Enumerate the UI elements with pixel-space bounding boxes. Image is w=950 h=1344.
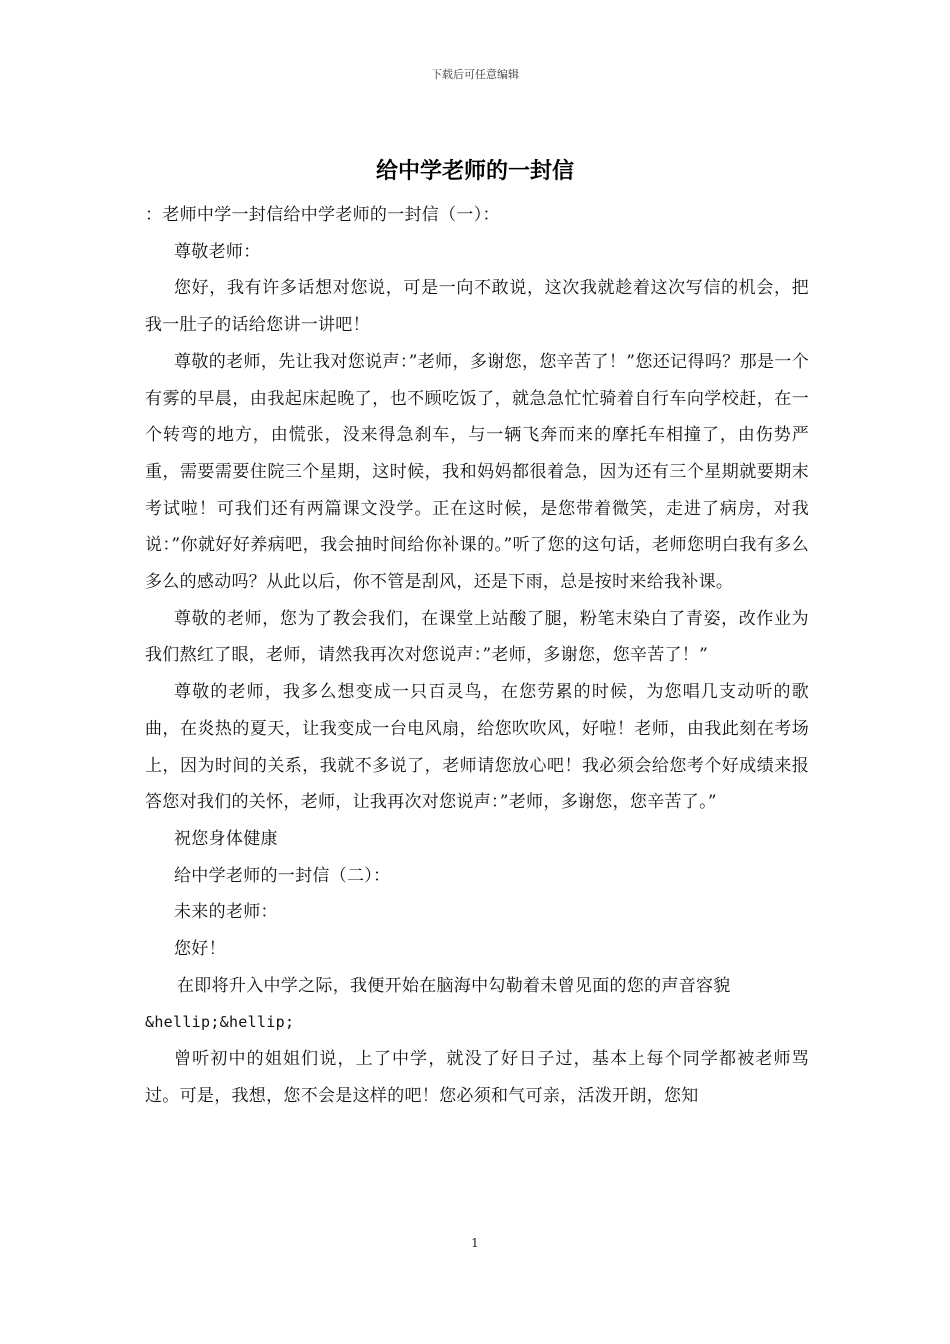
paragraph-intro: ：老师中学一封信给中学老师的一封信（一）：: [145, 205, 500, 225]
document-title: 给中学老师的一封信: [375, 158, 574, 184]
paragraph: 在即将升入中学之际，我便开始在脑海中勾勒着未曾见面的您的声音容貌: [177, 975, 731, 996]
paragraph-salutation: 尊敬老师：: [174, 241, 261, 262]
section-heading: 给中学老师的一封信（二）：: [174, 865, 391, 886]
paragraph: 尊敬的老师，您为了教会我们，在课堂上站酸了腿，粉笔末染白了青姿，改作业为我们熬红了眼，老师，请然我再次对您说声：”老师，多谢您，您辛苦了！”: [145, 608, 809, 666]
paragraph: 您好，我有许多话想对您说，可是一向不敢说，这次我就趁着这次写信的机会，把我一肚子的话给您讲一讲吧！: [145, 278, 809, 336]
document-body: [145, 197, 809, 1115]
paragraph-greeting: 您好！: [174, 939, 226, 960]
paragraph: 尊敬的老师，先让我对您说声：”老师，多谢您，您辛苦了！”您还记得吗？那是一个有雾的早晨，由我起床起晚了，也不顾吃饭了，就急急忙忙骑着自行车向学校赶，在一个转弯的地方，由慌张，没来得急刹车，与一辆飞奔而来的摩托车相撞了，由伤势严重，需要需要住院三个星期，这时候，我和妈妈都很着急，因为还有三个星期就要期末考试啦！可我们还有两篇课文没学。正在这时候，是您带着微笑，走进了病房，对我说：”你就好好养病吧，我会抽时间给你补课的。”听了您的这句话，老师您明白我有多么多么的感动吗？从此以后，你不管是刮风，还是下雨，总是按时来给我补课。: [145, 351, 809, 593]
paragraph-entity-text: &hellip;&hellip;: [145, 1013, 295, 1032]
paragraph-closing: 祝您身体健康: [174, 828, 278, 849]
paragraph: 曾听初中的姐姐们说，上了中学，就没了好日子过，基本上每个同学都被老师骂过。可是，我想，您不会是这样的吧！您必须和气可亲，活泼开朗，您知: [145, 1049, 809, 1106]
page-header-note: 下载后可任意编辑: [431, 68, 519, 81]
page-number: 1: [471, 1236, 479, 1250]
paragraph-salutation: 未来的老师：: [174, 902, 278, 923]
paragraph: 尊敬的老师，我多么想变成一只百灵鸟，在您劳累的时候，为您唱几支动听的歌曲，在炎热的夏天，让我变成一台电风扇，给您吹吹风，好啦！老师，由我此刻在考场上，因为时间的关系，我就不多说了，老师请您放心吧！我必须会给您考个好成绩来报答您对我们的关怀，老师，让我再次对您说声：”老师，多谢您，您辛苦了。”: [145, 682, 809, 813]
